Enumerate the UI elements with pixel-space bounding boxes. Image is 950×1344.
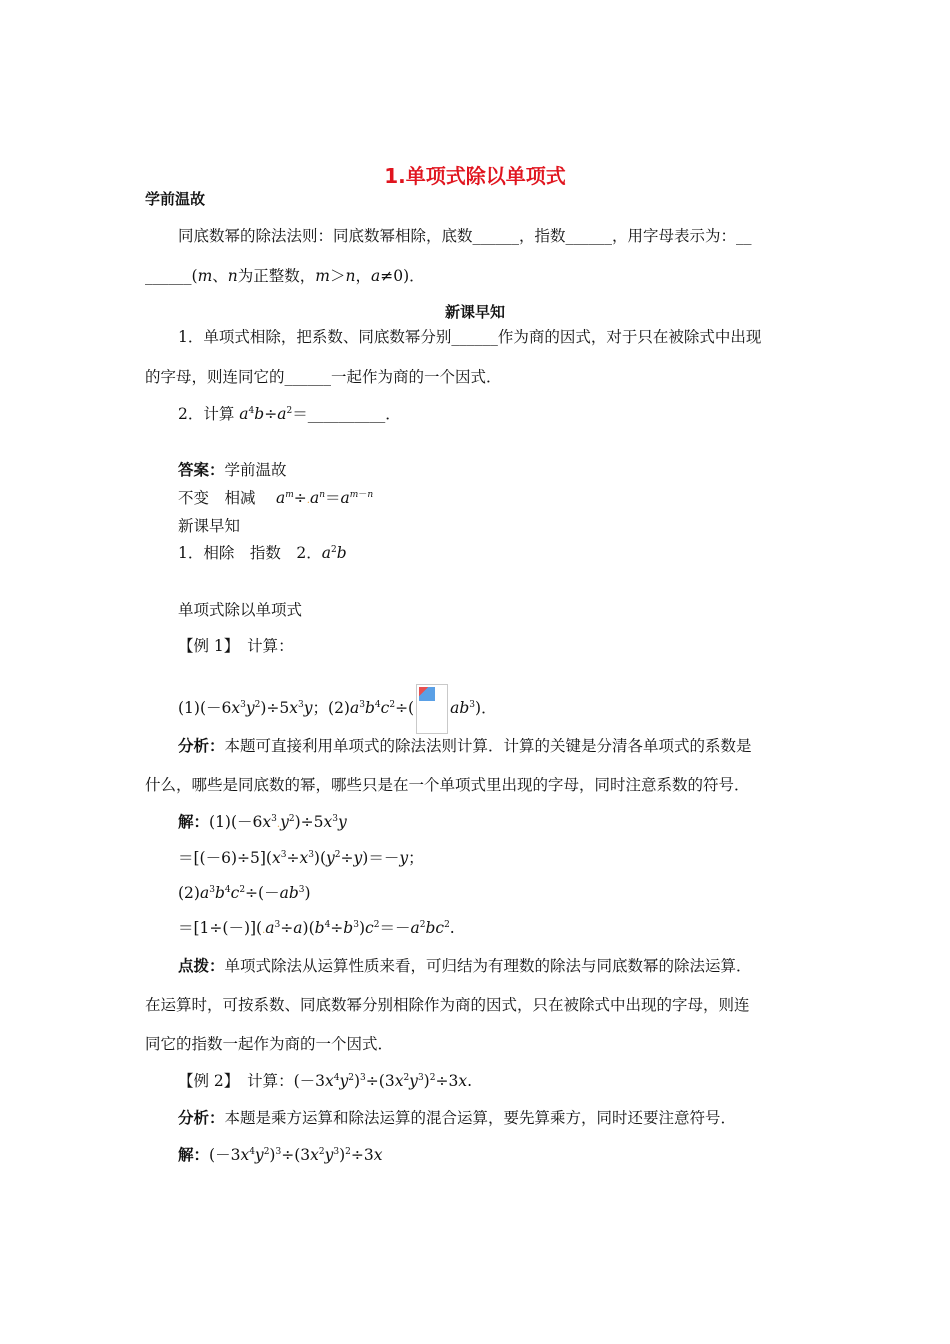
- preview-line-2: ______(m、n为正整数，m＞n，a≠0)．: [145, 267, 425, 285]
- example1-tip-1: 点拨：单项式除法从运算性质来看，可归结为有理数的除法与同底数幂的除法运算．: [178, 957, 752, 975]
- answers-line-2: 1．相除 指数 2．$a^2b$: [178, 544, 347, 562]
- page-title: 1.单项式除以单项式: [384, 164, 566, 188]
- newlesson-q1-line-2: 的字母，则连同它的______一起作为商的一个因式．: [145, 368, 502, 386]
- example1-solution-3: $(2)a^3b^4c^2\div(-ab^3)$: [178, 884, 311, 902]
- answers-line-1: 不变 相减 $a^m\div.a^n=a^{m-n}$: [178, 489, 374, 507]
- example1-analysis-2: 什么，哪些是同底数的幂，哪些只是在一个单项式里出现的字母，同时注意系数的符号．: [145, 776, 750, 794]
- example1-analysis-1: 分析：本题可直接利用单项式的除法法则计算．计算的关键是分清各单项式的系数是: [178, 737, 752, 755]
- preview-heading: 学前温故: [145, 190, 206, 208]
- embedded-image-placeholder: [416, 684, 448, 734]
- example1-header: 【例 1】 计算：: [178, 637, 294, 655]
- newlesson-q1-line-1: 1．单项式相除，把系数、同底数幂分别______作为商的因式，对于只在被除式中出现: [178, 328, 762, 346]
- answers-sec2: 新课早知: [178, 517, 241, 535]
- example1-tip-2: 在运算时，可按系数、同底数幂分别相除作为商的因式，只在被除式中出现的字母，则连: [145, 996, 750, 1014]
- example1-tip-3: 同它的指数一起作为商的一个因式．: [145, 1035, 394, 1053]
- example1-solution-1: 解：$(1)(-6x^3.y^2)\div 5x^3y$: [178, 813, 347, 831]
- example1-solution-4: $=[1\div(-)](.a^3\div a)(b^4\div b^3)c^2=-a^2bc^2$.: [178, 919, 455, 937]
- example1-solution-2: $=[(-6)\div 5](x^3\div x^3)(y^2\div y)=-y$；: [178, 849, 424, 867]
- example2-header: 【例 2】 计算：$(-3x^4y^2)^3\div(3x^2y^3)^2\div 3x$.: [178, 1072, 473, 1090]
- preview-line-1: 同底数幂的除法法则：同底数幂相除，底数______，指数______，用字母表示为：__: [178, 227, 752, 245]
- answers-heading: 答案：学前温故: [178, 461, 287, 479]
- newlesson-heading: 新课早知: [444, 303, 505, 321]
- example2-analysis: 分析：本题是乘方运算和除法运算的混合运算，要先算乘方，同时还要注意符号．: [178, 1109, 737, 1127]
- example1-problem: $(1)(-6x^3y^2)\div 5x^3y$；$(2)a^3b^4c^2\div$( $ab^3$)．: [178, 684, 497, 734]
- image-icon: [419, 687, 435, 701]
- section-title: 单项式除以单项式: [178, 601, 303, 619]
- newlesson-q2: 2．计算 $a^4b\div a^2=\_\_\_\_\_\_\_\_\_\_$．: [178, 405, 401, 423]
- example2-solution: 解：$(-3x^4y^2)^3\div(3x^2y^3)^2\div 3x$: [178, 1146, 383, 1164]
